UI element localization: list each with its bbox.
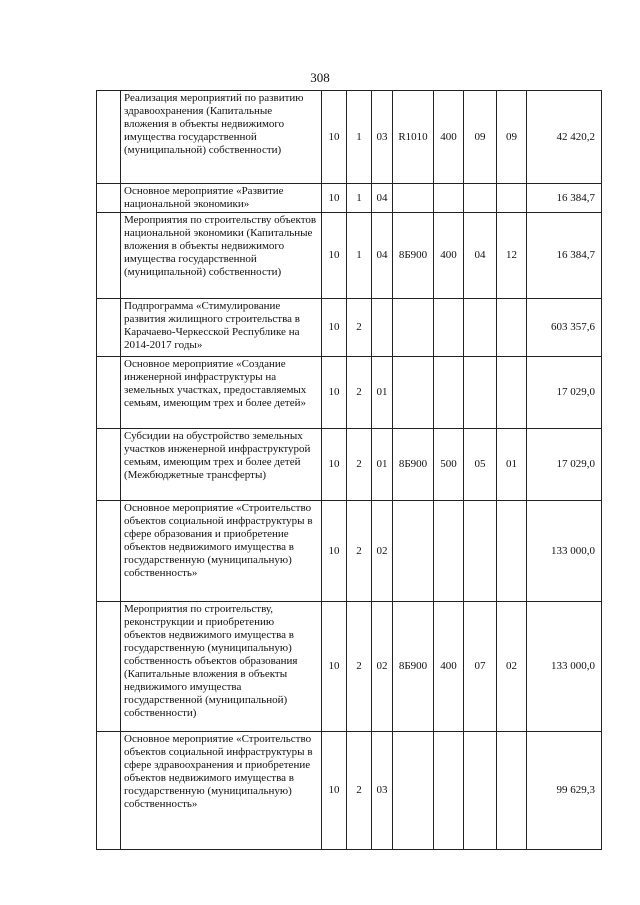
row-code-cell-c3: 04 [372, 213, 393, 299]
row-code-cell-c4: 8Б900 [393, 429, 434, 501]
row-code-cell-c1: 10 [322, 602, 347, 732]
table-row [97, 357, 602, 429]
row-code-cell-c5: 400 [434, 602, 464, 732]
row-code-cell-c2: 2 [347, 501, 372, 602]
row-code-cell-c4 [393, 299, 434, 357]
table-row [97, 732, 602, 850]
row-code-cell-c3: 04 [372, 184, 393, 213]
table-row [97, 184, 602, 213]
row-code-cell-c7: 01 [497, 429, 527, 501]
table-row [97, 429, 602, 501]
table-row [97, 213, 602, 299]
row-code-cell-c4: 8Б900 [393, 602, 434, 732]
row-sum-cell: 603 357,6 [527, 299, 602, 357]
row-code-cell-c4 [393, 357, 434, 429]
budget-table [96, 90, 602, 850]
row-code-cell-c2: 1 [347, 213, 372, 299]
row-code-cell-c1: 10 [322, 357, 347, 429]
row-code-cell-c2: 2 [347, 357, 372, 429]
row-blank-cell [97, 602, 121, 732]
row-code-cell-c5 [434, 299, 464, 357]
row-name-cell: Основное мероприятие «Строительство объектов социальной инфраструктуры в сфере здравоохранения и приобретение объектов недвижимого имущества в государственную (муниципальную) собственность» [121, 732, 322, 850]
row-sum-cell: 16 384,7 [527, 213, 602, 299]
row-code-cell-c1: 10 [322, 501, 347, 602]
row-code-cell-c6 [464, 732, 497, 850]
row-name-cell: Подпрограмма «Стимулирование развития жилищного строительства в Карачаево-Черкесской Республике на 2014-2017 годы» [121, 299, 322, 357]
row-code-cell-c5: 400 [434, 213, 464, 299]
row-code-cell-c1: 10 [322, 429, 347, 501]
row-name-cell: Субсидии на обустройство земельных участков инженерной инфраструктурой семьям, имеющим трех и более детей (Межбюджетные трансферты) [121, 429, 322, 501]
row-code-cell-c7: 02 [497, 602, 527, 732]
row-code-cell-c4 [393, 732, 434, 850]
row-code-cell-c2: 1 [347, 184, 372, 213]
row-code-cell-c7 [497, 732, 527, 850]
row-code-cell-c5 [434, 501, 464, 602]
row-code-cell-c3 [372, 299, 393, 357]
row-blank-cell [97, 357, 121, 429]
row-code-cell-c5 [434, 357, 464, 429]
table-row [97, 602, 602, 732]
row-name-cell: Реализация мероприятий по развитию здравоохранения (Капитальные вложения в объекты недвижимого имущества государственной (муниципальной) собственности) [121, 91, 322, 184]
row-code-cell-c6: 07 [464, 602, 497, 732]
row-name-cell: Основное мероприятие «Создание инженерной инфраструктуры на земельных участках, предоставляемых семьям, имеющим трех и более детей» [121, 357, 322, 429]
row-code-cell-c7 [497, 184, 527, 213]
row-code-cell-c3: 01 [372, 429, 393, 501]
table-row [97, 299, 602, 357]
row-code-cell-c6: 09 [464, 91, 497, 184]
row-code-cell-c2: 2 [347, 602, 372, 732]
row-name-cell: Мероприятия по строительству объектов национальной экономики (Капитальные вложения в объекты недвижимого имущества государственной (муниципальной) собственности) [121, 213, 322, 299]
row-sum-cell: 99 629,3 [527, 732, 602, 850]
row-code-cell-c6 [464, 299, 497, 357]
row-code-cell-c4 [393, 501, 434, 602]
row-blank-cell [97, 184, 121, 213]
row-code-cell-c2: 2 [347, 299, 372, 357]
row-code-cell-c7 [497, 501, 527, 602]
row-code-cell-c4 [393, 184, 434, 213]
row-blank-cell [97, 91, 121, 184]
row-code-cell-c1: 10 [322, 299, 347, 357]
row-name-cell: Основное мероприятие «Строительство объектов социальной инфраструктуры в сфере образования и приобретение объектов недвижимого имущества в государственную (муниципальную) собственность» [121, 501, 322, 602]
row-code-cell-c1: 10 [322, 184, 347, 213]
row-code-cell-c3: 03 [372, 91, 393, 184]
row-code-cell-c6: 05 [464, 429, 497, 501]
row-sum-cell: 42 420,2 [527, 91, 602, 184]
row-code-cell-c6 [464, 501, 497, 602]
row-code-cell-c1: 10 [322, 91, 347, 184]
table-row [97, 501, 602, 602]
row-code-cell-c7 [497, 357, 527, 429]
row-code-cell-c4: R1010 [393, 91, 434, 184]
row-code-cell-c3: 03 [372, 732, 393, 850]
page-number: 308 [310, 70, 330, 85]
row-name-cell: Мероприятия по строительству, реконструкции и приобретению объектов недвижимого имущества в государственную (муниципальную) собственность объектов образования (Капитальные вложения в объекты недвижимого имущества государственной (муниципальной) собственности) [121, 602, 322, 732]
row-sum-cell: 17 029,0 [527, 357, 602, 429]
row-blank-cell [97, 501, 121, 602]
row-code-cell-c2: 2 [347, 732, 372, 850]
row-code-cell-c1: 10 [322, 732, 347, 850]
row-code-cell-c7 [497, 299, 527, 357]
row-code-cell-c2: 1 [347, 91, 372, 184]
row-code-cell-c7: 12 [497, 213, 527, 299]
table-row [97, 91, 602, 184]
row-code-cell-c5 [434, 184, 464, 213]
row-code-cell-c6: 04 [464, 213, 497, 299]
row-code-cell-c3: 01 [372, 357, 393, 429]
row-code-cell-c4: 8Б900 [393, 213, 434, 299]
row-code-cell-c2: 2 [347, 429, 372, 501]
row-code-cell-c6 [464, 357, 497, 429]
row-code-cell-c6 [464, 184, 497, 213]
row-blank-cell [97, 429, 121, 501]
row-sum-cell: 133 000,0 [527, 501, 602, 602]
row-sum-cell: 17 029,0 [527, 429, 602, 501]
row-sum-cell: 133 000,0 [527, 602, 602, 732]
row-code-cell-c1: 10 [322, 213, 347, 299]
row-code-cell-c7: 09 [497, 91, 527, 184]
row-sum-cell: 16 384,7 [527, 184, 602, 213]
row-blank-cell [97, 732, 121, 850]
row-code-cell-c5: 500 [434, 429, 464, 501]
row-code-cell-c5: 400 [434, 91, 464, 184]
row-code-cell-c3: 02 [372, 602, 393, 732]
row-code-cell-c5 [434, 732, 464, 850]
row-code-cell-c3: 02 [372, 501, 393, 602]
row-blank-cell [97, 299, 121, 357]
row-name-cell: Основное мероприятие «Развитие национальной экономики» [121, 184, 322, 213]
row-blank-cell [97, 213, 121, 299]
